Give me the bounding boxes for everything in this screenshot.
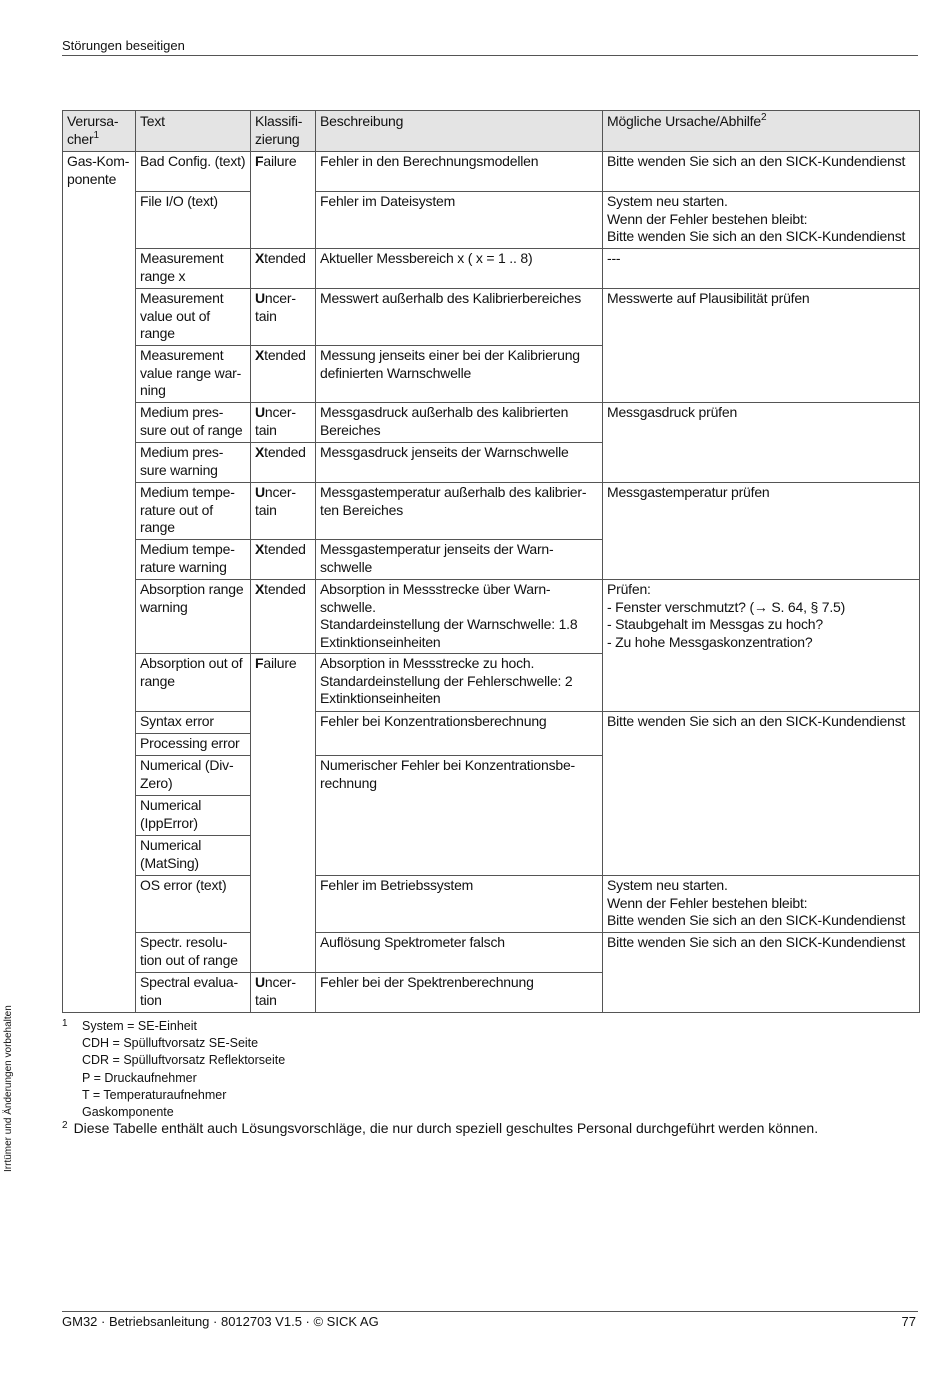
- desc-cell: Auflösung Spektrometer falsch: [316, 933, 603, 973]
- class-cell: Failure: [251, 152, 316, 249]
- text-cell: Measurement value range war-ning: [136, 346, 251, 403]
- cause-cell: Messgastemperatur prüfen: [603, 483, 920, 580]
- footnote-2: $^2$ Diese Tabelle enthält auch Lösungsvorschläge, die nur durch speziell geschultes Personal durchgeführt werden können.: [62, 1120, 819, 1136]
- fault-table: [62, 110, 920, 1013]
- desc-cell: Fehler in den Berechnungsmodellen: [316, 152, 603, 192]
- class-cell: Uncer-tain: [251, 289, 316, 346]
- class-cell: Uncer-tain: [251, 483, 316, 540]
- text-cell: Numerical (IppError): [136, 796, 251, 836]
- footnote-line: CDH = Spülluftvorsatz SE-Seite: [82, 1036, 259, 1051]
- cause-cell: ---: [603, 249, 920, 289]
- table-row: [63, 483, 920, 540]
- text-cell: Spectral evalua-tion: [136, 973, 251, 1013]
- desc-cell: Messgasdruck außerhalb des kalibrierten Bereiches: [316, 403, 603, 443]
- table-header-row: [63, 111, 920, 152]
- cause-cell: Prüfen: - Fenster verschmutzt? (→ S. 64, § 7.5) - Staubgehalt im Messgas zu hoch? - Zu hohe Messgaskonzentration?: [603, 580, 920, 712]
- footnote-1: 1 System = SE-Einheit CDH = Spülluftvorsatz SE-Seite CDR = Spülluftvorsatz Reflektorseite P = Druckaufnehmer T = Temperaturaufnehmer Gaskomponente: [62, 1018, 285, 1121]
- text-cell: Measurement range x: [136, 249, 251, 289]
- desc-cell: Messwert außerhalb des Kalibrierbereiches: [316, 289, 603, 346]
- table-row: [63, 933, 920, 973]
- text-cell: Syntax error: [136, 712, 251, 734]
- text-cell: Bad Config. (text): [136, 152, 251, 192]
- desc-cell: Messgastemperatur außerhalb des kalibrier-ten Bereiches: [316, 483, 603, 540]
- cause-cell: Messwerte auf Plausibilität prüfen: [603, 289, 920, 403]
- class-cell: Uncer-tain: [251, 973, 316, 1013]
- class-cell: Xtended: [251, 540, 316, 580]
- text-cell: Measurement value out of range: [136, 289, 251, 346]
- footer-text: GM32 · Betriebsanleitung · 8012703 V1.5 · © SICK AG: [62, 1314, 379, 1329]
- cause-cell: System neu starten. Wenn der Fehler bestehen bleibt: Bitte wenden Sie sich an den SICK-Kundendienst: [603, 192, 920, 249]
- text-cell: Processing error: [136, 734, 251, 756]
- desc-cell: Fehler bei Konzentrationsberechnung: [316, 712, 603, 756]
- text-cell: Numerical (MatSing): [136, 836, 251, 876]
- text-cell: Medium tempe-rature warning: [136, 540, 251, 580]
- text-cell: Absorption out of range: [136, 654, 251, 712]
- table-row: [63, 152, 920, 192]
- class-cell: Xtended: [251, 443, 316, 483]
- cause-cell: Bitte wenden Sie sich an den SICK-Kundendienst: [603, 933, 920, 1013]
- text-cell: File I/O (text): [136, 192, 251, 249]
- class-cell: Xtended: [251, 580, 316, 654]
- page-number: 77: [901, 1314, 916, 1329]
- desc-cell: Numerischer Fehler bei Konzentrationsbe-rechnung: [316, 756, 603, 876]
- class-cell: Xtended: [251, 249, 316, 289]
- footnote-line: Gaskomponente: [82, 1105, 174, 1120]
- header-cell: Klassifi-zierung: [251, 111, 316, 152]
- class-cell: Uncer-tain: [251, 403, 316, 443]
- header-cell: Beschreibung: [316, 111, 603, 152]
- footnote-line: System = SE-Einheit: [82, 1019, 197, 1033]
- table-row: [63, 876, 920, 933]
- text-cell: Medium pres-sure out of range: [136, 403, 251, 443]
- class-cell: Xtended: [251, 346, 316, 403]
- text-cell: Numerical (Div-Zero): [136, 756, 251, 796]
- header-cell: Verursa-cher$^1$: [63, 111, 136, 152]
- class-cell: Failure: [251, 654, 316, 973]
- cause-cell: Messgasdruck prüfen: [603, 403, 920, 483]
- footnote-line: P = Druckaufnehmer: [82, 1070, 197, 1085]
- text-cell: Medium tempe-rature out of range: [136, 483, 251, 540]
- footnote-line: CDR = Spülluftvorsatz Reflektorseite: [82, 1053, 286, 1068]
- desc-cell: Messgastemperatur jenseits der Warn-schwelle: [316, 540, 603, 580]
- desc-cell: Messung jenseits einer bei der Kalibrierung definierten Warnschwelle: [316, 346, 603, 403]
- table-row: [63, 712, 920, 734]
- cause-cell: Bitte wenden Sie sich an den SICK-Kundendienst: [603, 152, 920, 192]
- text-cell: Absorption range warning: [136, 580, 251, 654]
- desc-cell: Messgasdruck jenseits der Warnschwelle: [316, 443, 603, 483]
- text-cell: Medium pres-sure warning: [136, 443, 251, 483]
- text-cell: OS error (text): [136, 876, 251, 933]
- text-cell: Spectr. resolu-tion out of range: [136, 933, 251, 973]
- cause-cell: Bitte wenden Sie sich an den SICK-Kundendienst: [603, 712, 920, 876]
- side-disclaimer: Irrtümer und Änderungen vorbehalten: [3, 1005, 14, 1172]
- desc-cell: Fehler im Betriebssystem: [316, 876, 603, 933]
- source-cell: Gas-Kom-ponente: [63, 152, 136, 1013]
- table-row: [63, 403, 920, 443]
- page-header: Störungen beseitigen: [62, 38, 918, 56]
- header-cell: Mögliche Ursache/Abhilfe$^2$: [603, 111, 920, 152]
- table-row: [63, 289, 920, 346]
- cause-cell: System neu starten. Wenn der Fehler bestehen bleibt: Bitte wenden Sie sich an den SICK-Kundendienst: [603, 876, 920, 933]
- footnote-line: T = Temperaturaufnehmer: [82, 1087, 227, 1102]
- table-row: [63, 192, 920, 249]
- header-cell: Text: [136, 111, 251, 152]
- desc-cell: Absorption in Messstrecke zu hoch. Standardeinstellung der Fehlerschwelle: 2 Extinktionseinheiten: [316, 654, 603, 712]
- desc-cell: Fehler bei der Spektrenberechnung: [316, 973, 603, 1013]
- page-footer: [62, 1311, 918, 1329]
- table-row: [63, 580, 920, 654]
- desc-cell: Fehler im Dateisystem: [316, 192, 603, 249]
- table-row: [63, 249, 920, 289]
- desc-cell: Absorption in Messstrecke über Warn-schwelle. Standardeinstellung der Warnschwelle: 1.8 Extinktionseinheiten: [316, 580, 603, 654]
- desc-cell: Aktueller Messbereich x ( x = 1 .. 8): [316, 249, 603, 289]
